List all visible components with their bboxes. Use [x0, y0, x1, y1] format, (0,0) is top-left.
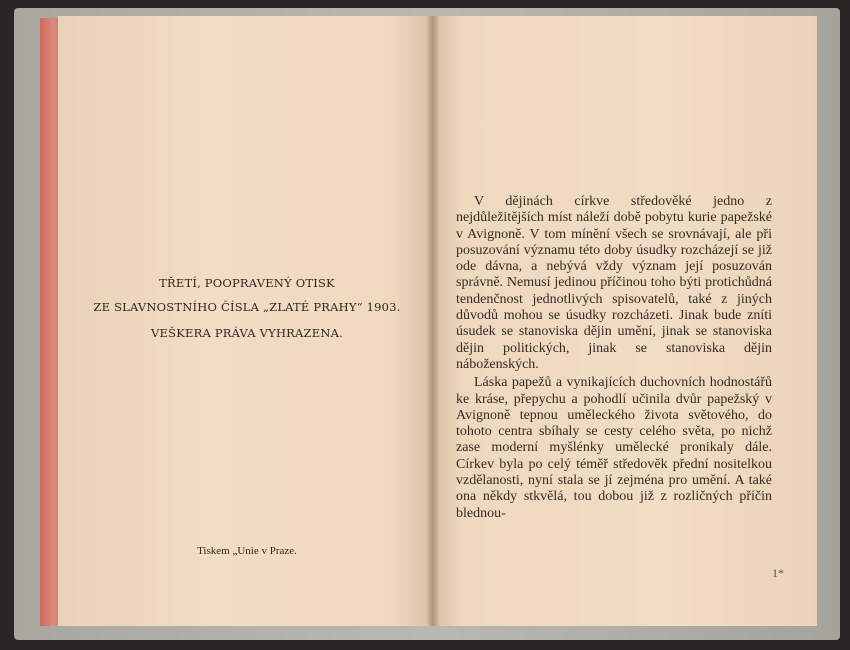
body-text	[456, 194, 772, 522]
imprint-source: ZE SLAVNOSTNÍHO ČÍSLA „ZLATÉ PRAHY“ 1903.	[93, 300, 401, 314]
book-gutter	[426, 16, 440, 626]
paragraph: V dějinách církve středověké jedno z nejdůležitějších míst náleží době pobytu kurie papežské v Avignoně. V tom mínění všech se srovnávají, ale při posuzování významu této doby úsudky rozcházejí se již ode dávna, a nebývá vždy význam její posuzován správně. Nemusí jedinou příčinou toho býti protichůdná tendenčnost jednotlivých spisovatelů, také z jiných důvodů mohou se úsudky rozcházeti. Jinak bude zníti úsudek se stanoviska dějin umění, jinak se stanoviska dějin politických, jinak se stanoviska dějin náboženských.	[456, 194, 772, 372]
imprint-rights: VEŠKERA PRÁVA VYHRAZENA.	[151, 326, 343, 340]
left-page	[58, 16, 436, 626]
imprint-edition: TŘETÍ, POOPRAVENÝ OTISK	[159, 276, 335, 290]
paragraph: Láska papežů a vynikajících duchovních hodnostářů ke kráse, přepychu a pohodlí učinila dvůr papežský v Avignoně tepnou uměleckého života světového, do tohoto centra sbíhaly se cesty celého světa, po nichž zase moderní myšlénky umělecké pronikaly dále. Církev byla po celý téměř středověk přední nositelkou vzdělanosti, nyní stala se jí zejména pro umění. A také ona někdy stkvělá, tou dobou již z rozličných příčin blednou-	[456, 375, 772, 521]
signature-mark: 1*	[772, 566, 784, 580]
printer-credit: Tiskem „Unie v Praze.	[197, 545, 297, 557]
